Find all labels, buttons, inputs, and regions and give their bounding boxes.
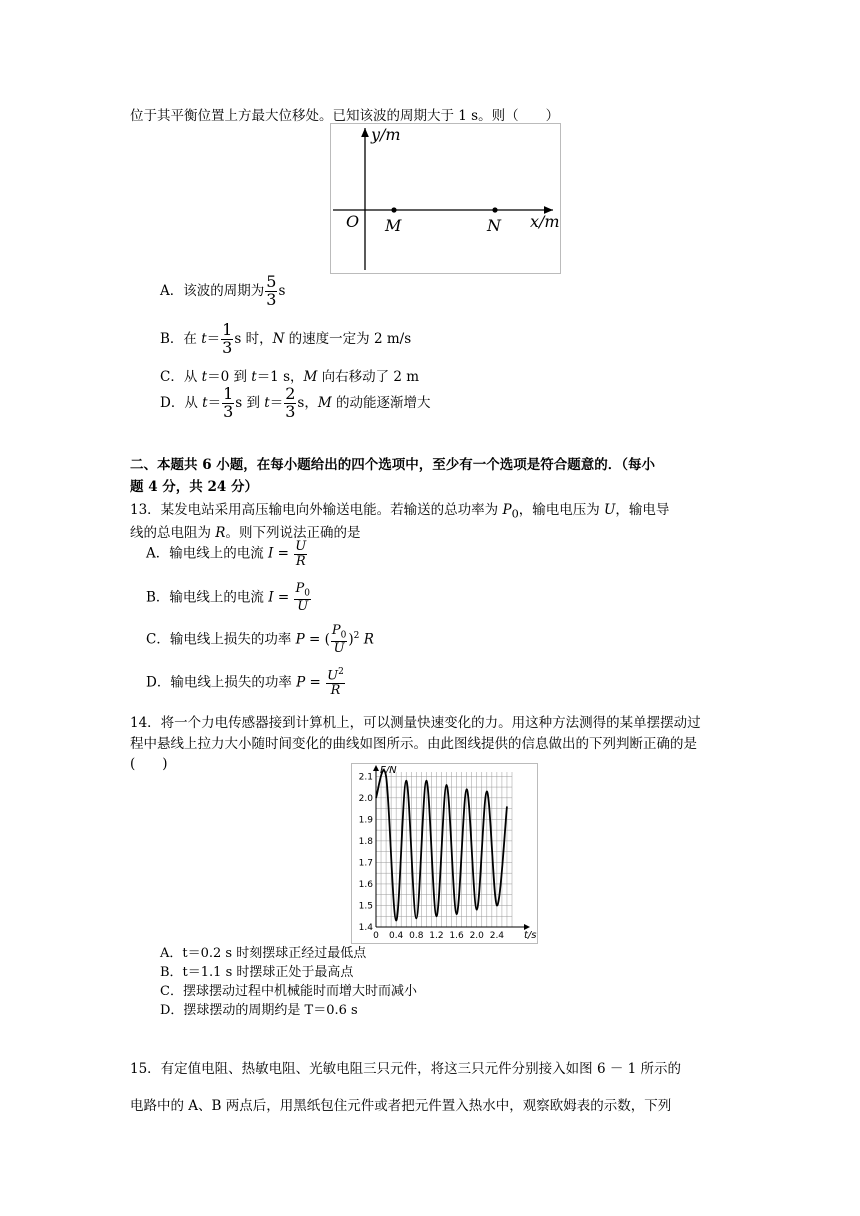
q12-option-d: D．从 t＝ $\frac{1}{3}$ s 到 t＝ $\frac{2}{3}$ s，M 的动能逐渐增大 <box>160 384 431 421</box>
section-heading: 二、本题共 6 小题，在每小题给出的四个选项中，至少有一个选项是符合题意的．（每小 <box>130 457 656 473</box>
q12-option-b: B．在 t＝ $\frac{1}{3}$ s 时，N 的速度一定为 2 m/s <box>160 320 412 357</box>
section-heading-cont: 题 4 分，共 24 分） <box>130 479 258 495</box>
q13-option-d: D．输电线上损失的功率 P = $\frac{U^2}{R}$ <box>146 667 344 698</box>
y-tick-label: 1.4 <box>358 923 373 933</box>
q14-option-a: A．t＝0.2 s 时刻摆球正经过最低点 <box>160 946 367 961</box>
x-tick-label: 0.4 <box>388 931 404 941</box>
fraction: $\frac{5}{3}$ <box>266 272 277 309</box>
q12-option-c: C．从 t＝0 到 t＝1 s，M 向右移动了 2 m <box>160 369 420 385</box>
point-n-dot <box>492 207 497 212</box>
y-tick-label: 1.5 <box>358 901 373 912</box>
x-tick-label: 1.2 <box>429 931 444 941</box>
y-axis-label: F/N <box>380 765 397 776</box>
q13-option-a: A．输电线上的电流 I = $\frac{U}{R}$ <box>146 539 307 569</box>
q13-option-c: C．输电线上损失的功率 P = ( $\frac{P_0}{U}$ )$^2$ R <box>146 623 374 657</box>
wave-origin: O <box>346 212 360 231</box>
point-m-dot <box>391 207 396 212</box>
q12-option-a: A．该波的周期为 $\frac{5}{3}$ s <box>160 272 286 309</box>
force-time-plot <box>352 764 537 943</box>
x-tick-label: 2.0 <box>469 931 484 941</box>
q14-stem-line1: 14．将一个力电传感器接到计算机上，可以测量快速变化的力。用这种方法测得的某单摆摆动过 <box>130 715 701 731</box>
y-tick-label: 1.8 <box>358 836 373 847</box>
fraction: $\frac{1}{3}$ <box>222 320 233 357</box>
wave-point-n: N <box>487 216 501 235</box>
q14-stem-line2: 程中悬线上拉力大小随时间变化的曲线如图所示。由此图线提供的信息做出的下列判断正确的是 <box>130 736 697 752</box>
fraction: $\frac{P_0}{U}$ <box>295 581 310 615</box>
y-tick-label: 1.6 <box>358 879 373 890</box>
wave-y-label: y/m <box>371 125 401 144</box>
q14-option-d: D．摆球摆动的周期约是 T＝0.6 s <box>160 1003 358 1018</box>
x-tick-label: 1.6 <box>449 931 464 941</box>
x-tick-label: 0 <box>373 931 379 941</box>
q13-stem-line2: 线的总电阻为 R。则下列说法正确的是 <box>130 525 361 541</box>
wave-point-m: M <box>385 216 402 235</box>
wave-x-label: x/m <box>530 212 560 231</box>
y-tick-label: 1.9 <box>358 815 373 826</box>
x-tick-label: 0.8 <box>409 931 424 941</box>
y-tick-label: 2.0 <box>358 793 373 804</box>
q14-option-c: C．摆球摆动过程中机械能时而增大时而减小 <box>160 984 417 999</box>
wave-figure <box>330 123 561 274</box>
fraction: $\frac{1}{3}$ <box>223 384 234 421</box>
q15-stem-line1: 15．有定值电阻、热敏电阻、光敏电阻三只元件，将这三只元件分别接入如图 6 － 1 所示的 <box>130 1061 682 1077</box>
q15-stem-line2: 电路中的 A、B 两点后，用黑纸包住元件或者把元件置入热水中，观察欧姆表的示数，下列 <box>130 1098 672 1114</box>
q13-stem-line1: 13．某发电站采用高压输电向外输送电能。若输送的总功率为 $P_0$，输电电压为 U，输电导 <box>130 502 670 521</box>
y-tick-label: 2.1 <box>358 772 373 783</box>
fraction: $\frac{2}{3}$ <box>285 384 296 421</box>
x-tick-label: 2.4 <box>489 931 505 941</box>
y-axis-arrow <box>373 765 379 771</box>
fraction: $\frac{U^2}{R}$ <box>327 667 344 698</box>
q14-stem-line3: ( ) <box>130 756 168 772</box>
x-axis-label: t/s <box>524 930 537 941</box>
intro-line: 位于其平衡位置上方最大位移处。已知该波的周期大于 1 s。则（ ） <box>130 108 560 124</box>
fraction: $\frac{U}{R}$ <box>295 539 307 569</box>
fraction: $\frac{P_0}{U}$ <box>331 623 347 657</box>
q14-option-b: B．t＝1.1 s 时摆球正处于最高点 <box>160 965 354 980</box>
y-tick-label: 1.7 <box>358 858 373 869</box>
q13-option-b: B．输电线上的电流 I = $\frac{P_0}{U}$ <box>146 581 310 615</box>
wave-axes <box>331 124 560 273</box>
force-time-chart <box>351 763 538 944</box>
